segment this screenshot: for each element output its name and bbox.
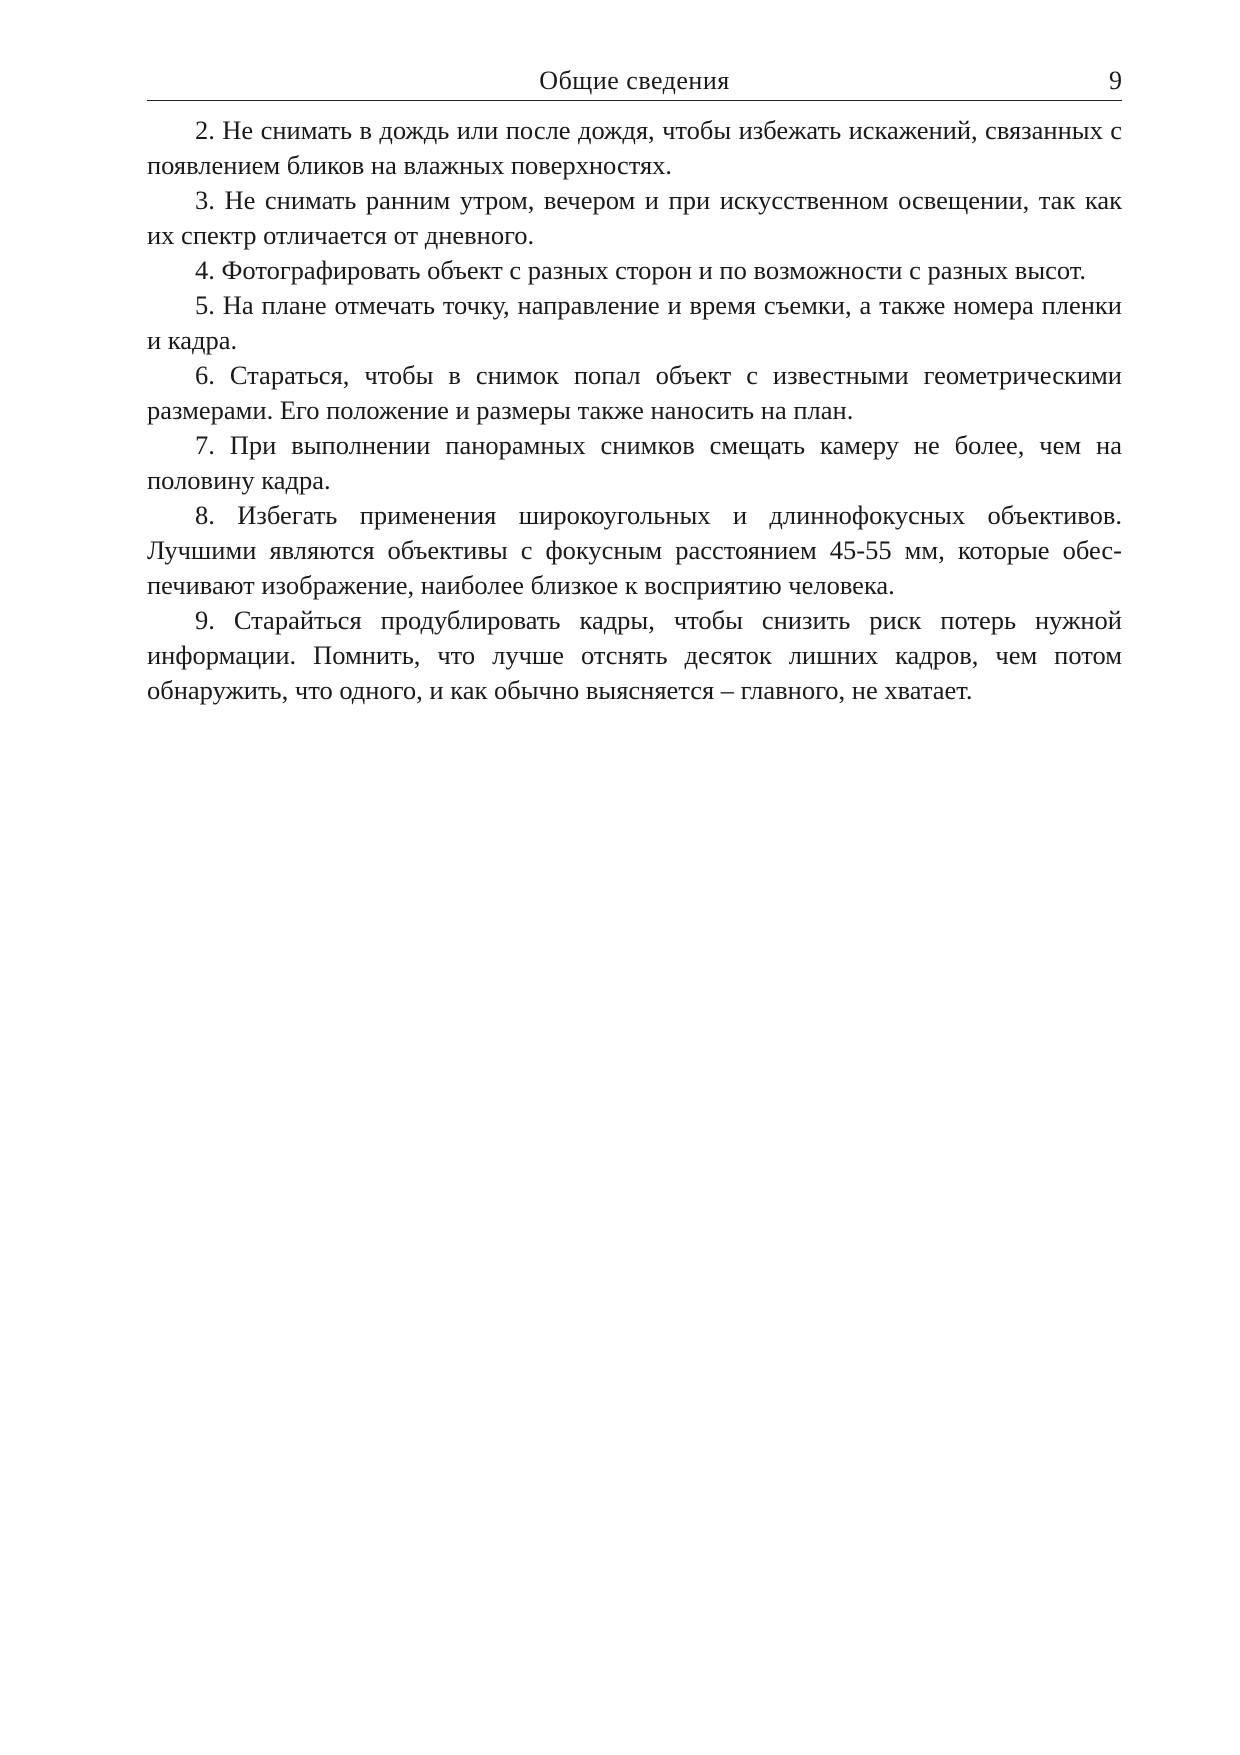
body-text xyxy=(147,113,1122,708)
paragraph-item-4: 4. Фотографировать объект с разных сторон и по возможности с разных высот. xyxy=(195,255,1086,285)
running-header xyxy=(147,62,1122,101)
paragraph-item-5: 5. На плане отмечать точку, направление и время съемки, а также номера пленки и кадра. xyxy=(147,290,1122,355)
paragraph-item-6: 6. Стараться, чтобы в снимок попал объект с известными геометрическими размерами. Его положение и размеры также наносить на план. xyxy=(147,360,1122,425)
page-number: 9 xyxy=(1109,66,1122,95)
paragraph-item-3: 3. Не снимать ранним утром, вечером и при искусственном освещении, так как их спектр отличается от дневного. xyxy=(147,185,1122,250)
paragraph-item-7: 7. При выполнении панорамных снимков смещать камеру не более, чем на половину кадра. xyxy=(147,430,1122,495)
section-title: Общие сведения xyxy=(539,66,730,95)
paragraph-item-9: 9. Старайться продублировать кадры, чтобы снизить риск потерь нужной информации. Помнить, что лучше отснять десяток лишних кадров, чем потом обнаружить, что одного, и как обычно выясняется – главного, не хватает. xyxy=(147,605,1122,705)
paragraph-item-2: 2. Не снимать в дождь или после дождя, чтобы избежать искажений, связанных с появлением бликов на влажных поверхностях. xyxy=(147,115,1122,180)
paragraph-item-8: 8. Избегать применения широкоугольных и длиннофокусных объективов. Лучшими являются объективы с фокусным расстоянием 45-55 мм, которые обеспечивают изображение, наиболее близкое к восприятию человека. xyxy=(147,500,1122,600)
